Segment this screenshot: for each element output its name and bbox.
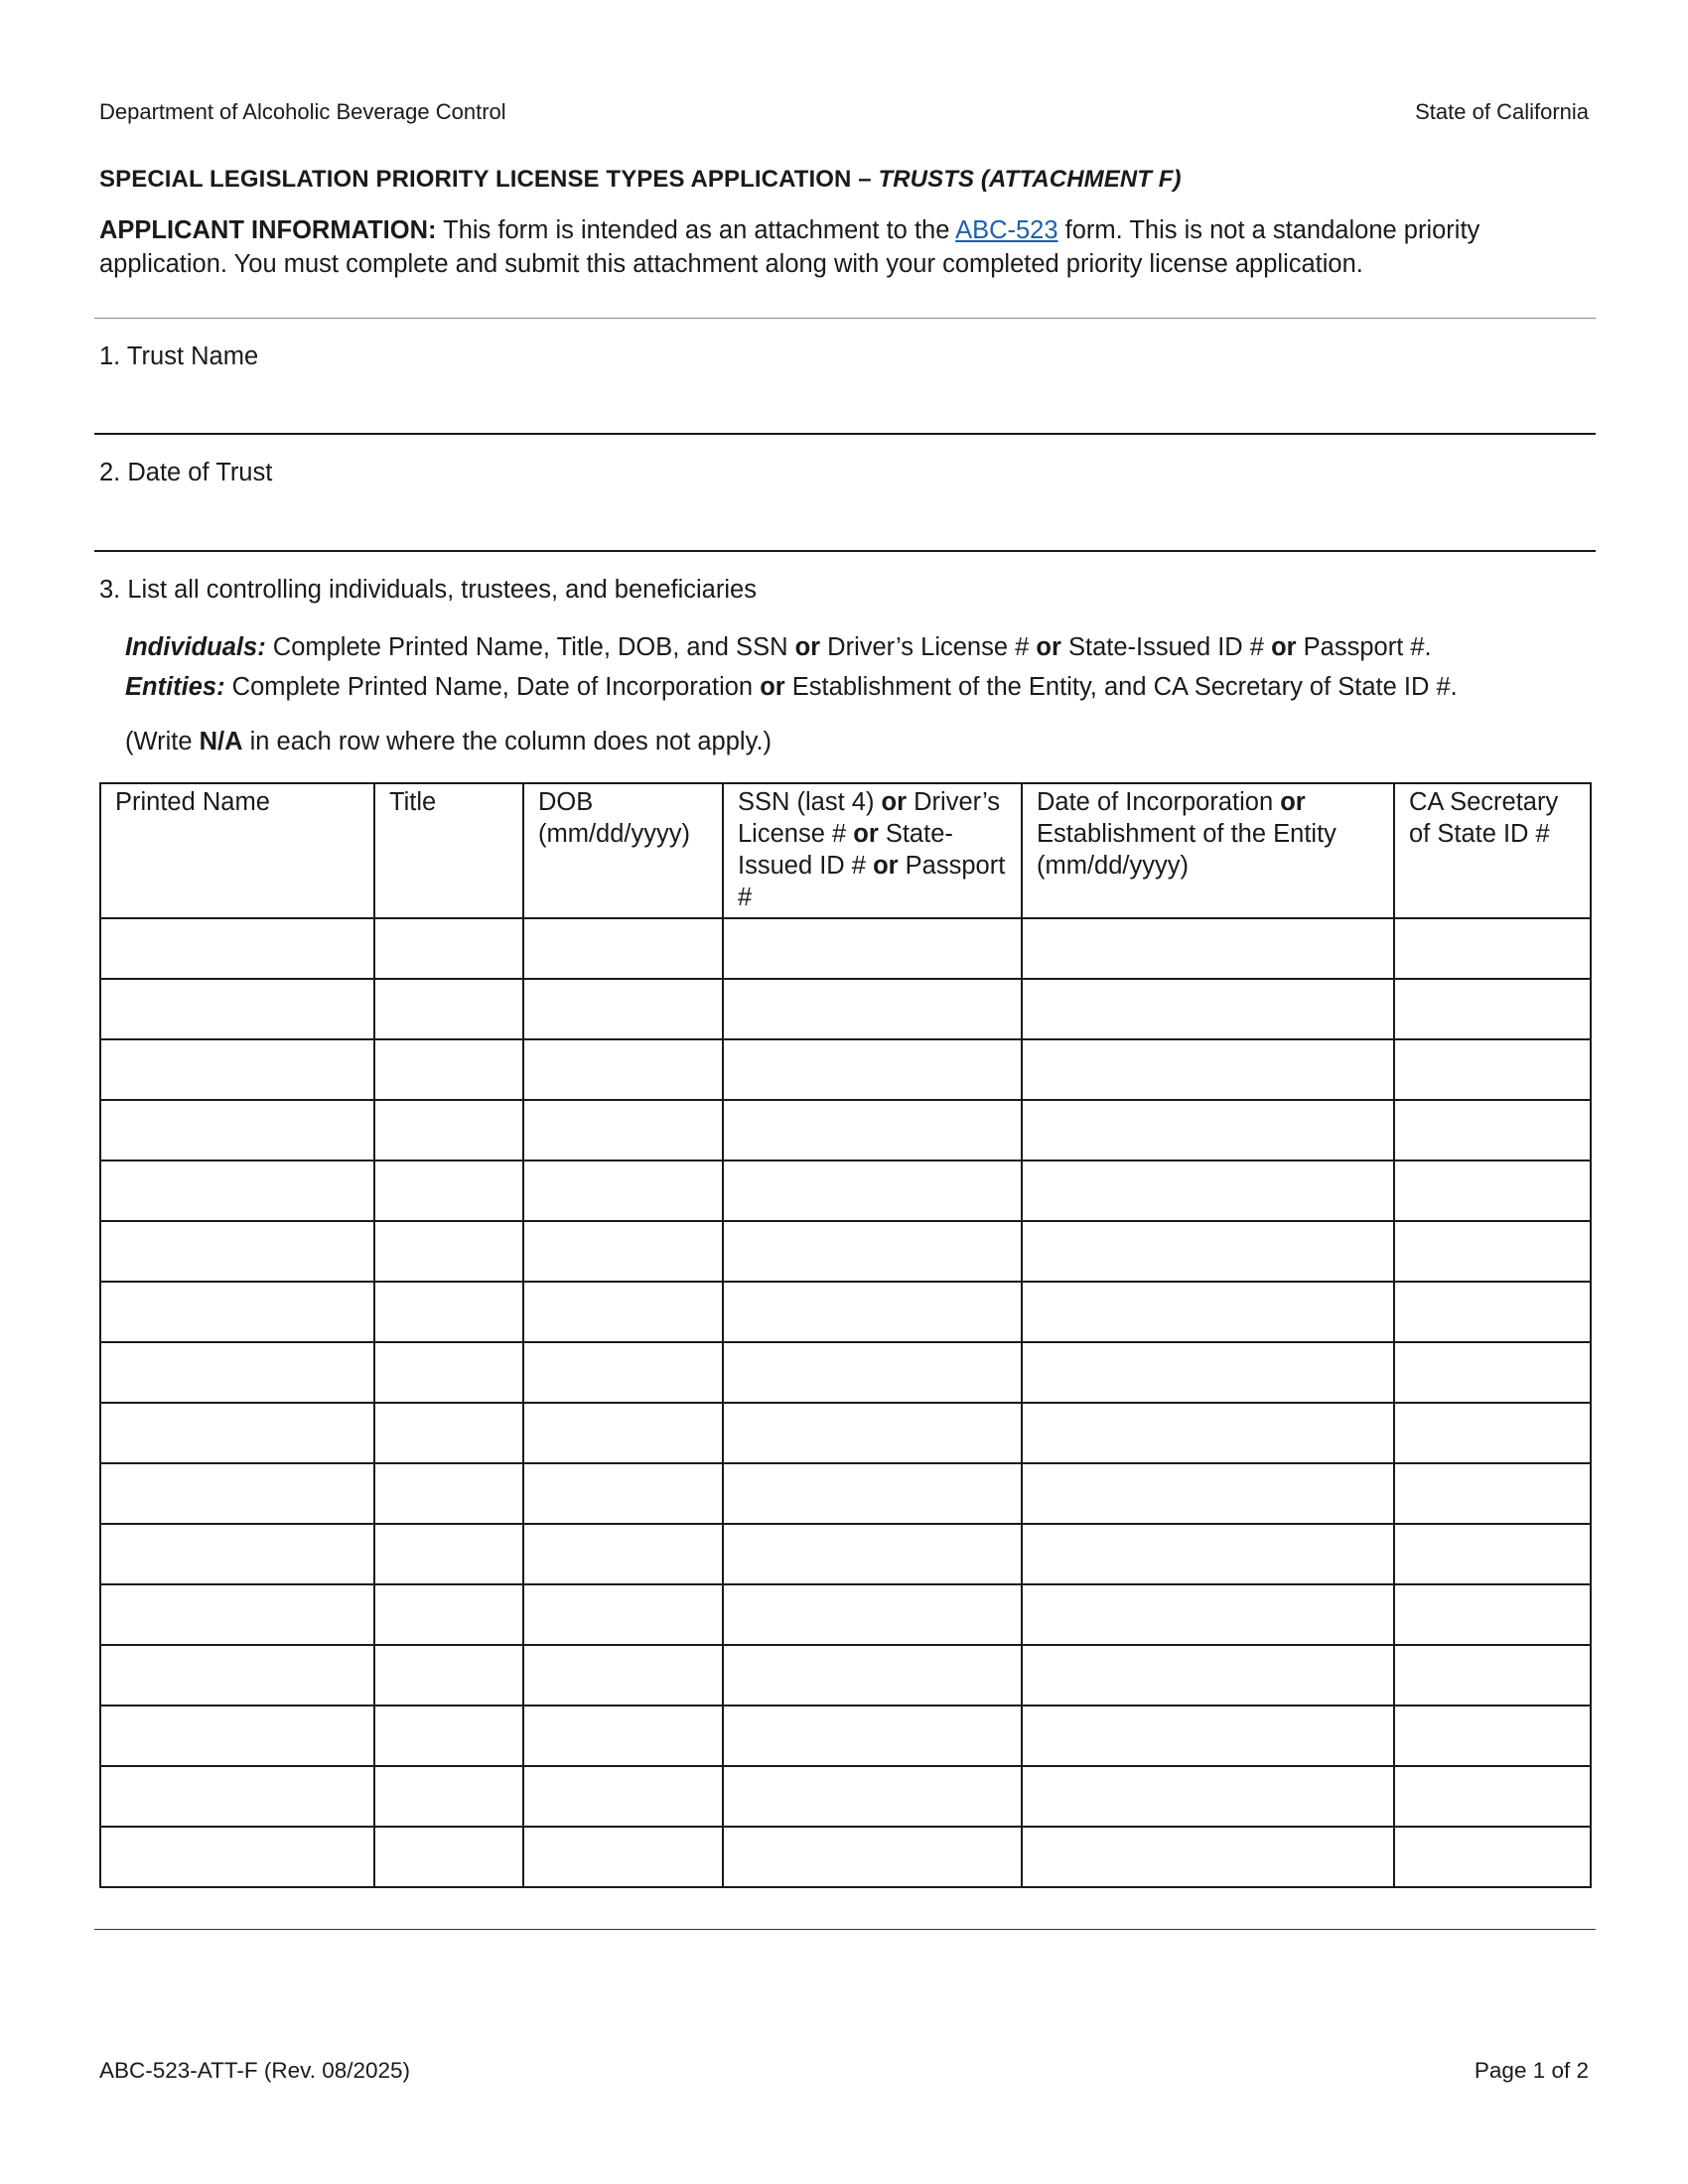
or-text: or (1280, 788, 1306, 816)
table-row (100, 1766, 1591, 1827)
cell-title[interactable] (374, 1645, 523, 1706)
form-title (99, 166, 1182, 194)
cell-dob[interactable] (523, 1827, 723, 1887)
department-name: Department of Alcoholic Beverage Control (99, 99, 506, 124)
cell-sos-id[interactable] (1394, 1221, 1591, 1282)
cell-dob[interactable] (523, 1221, 723, 1282)
cell-dob[interactable] (523, 1766, 723, 1827)
cell-sos-id[interactable] (1394, 1160, 1591, 1221)
cell-printed-name[interactable] (100, 1100, 374, 1160)
or-text: or (873, 852, 899, 880)
cell-id-number[interactable] (723, 1100, 1022, 1160)
cell-printed-name[interactable] (100, 1463, 374, 1524)
cell-id-number[interactable] (723, 1645, 1022, 1706)
entities-label: Entities: (125, 673, 225, 701)
cell-printed-name[interactable] (100, 918, 374, 979)
cell-sos-id[interactable] (1394, 1645, 1591, 1706)
cell-title[interactable] (374, 1100, 523, 1160)
col-incorporation-date (1022, 783, 1394, 918)
instr-text: Complete Printed Name, Title, DOB, and SSN (265, 633, 795, 661)
table-row (100, 979, 1591, 1039)
cell-id-number[interactable] (723, 1584, 1022, 1645)
or-text: or (760, 673, 785, 701)
cell-incorporation-date[interactable] (1022, 1221, 1394, 1282)
col-dob: DOB (mm/dd/yyyy) (523, 783, 723, 918)
or-text: or (853, 820, 879, 848)
cell-sos-id[interactable] (1394, 1706, 1591, 1766)
individuals-instruction (125, 627, 1432, 667)
cell-incorporation-date[interactable] (1022, 1706, 1394, 1766)
table-row (100, 1100, 1591, 1160)
table-row (100, 1160, 1591, 1221)
na-note (125, 728, 772, 756)
individuals-label: Individuals: (125, 633, 266, 661)
table-header-row (100, 783, 1591, 918)
cell-printed-name[interactable] (100, 1039, 374, 1100)
form-title-main: SPECIAL LEGISLATION PRIORITY LICENSE TYPES APPLICATION – (99, 166, 879, 193)
cell-dob[interactable] (523, 979, 723, 1039)
col-text: State-Issued ID # (738, 820, 953, 880)
col-text: Passport # (738, 852, 1006, 911)
table-row (100, 1645, 1591, 1706)
instr-text: Complete Printed Name, Date of Incorporation (224, 673, 761, 701)
cell-title[interactable] (374, 1039, 523, 1100)
cell-id-number[interactable] (723, 1463, 1022, 1524)
cell-id-number[interactable] (723, 1039, 1022, 1100)
cell-id-number[interactable] (723, 1221, 1022, 1282)
cell-incorporation-date[interactable] (1022, 1524, 1394, 1584)
cell-incorporation-date[interactable] (1022, 1403, 1394, 1463)
table-body (100, 918, 1591, 1887)
cell-sos-id[interactable] (1394, 1039, 1591, 1100)
cell-incorporation-date[interactable] (1022, 1584, 1394, 1645)
section-divider (94, 318, 1596, 319)
cell-dob[interactable] (523, 1524, 723, 1584)
cell-title[interactable] (374, 979, 523, 1039)
date-of-trust-label: 2. Date of Trust (99, 459, 273, 486)
cell-printed-name[interactable] (100, 1645, 374, 1706)
cell-sos-id[interactable] (1394, 918, 1591, 979)
cell-printed-name[interactable] (100, 1584, 374, 1645)
cell-incorporation-date[interactable] (1022, 1100, 1394, 1160)
cell-dob[interactable] (523, 1100, 723, 1160)
cell-sos-id[interactable] (1394, 1524, 1591, 1584)
cell-printed-name[interactable] (100, 1282, 374, 1342)
cell-title[interactable] (374, 1766, 523, 1827)
cell-title[interactable] (374, 1221, 523, 1282)
col-text: Date of Incorporation (1037, 788, 1281, 816)
cell-dob[interactable] (523, 1584, 723, 1645)
cell-id-number[interactable] (723, 1342, 1022, 1403)
col-ssn (723, 783, 1022, 918)
cell-dob[interactable] (523, 1160, 723, 1221)
cell-dob[interactable] (523, 1463, 723, 1524)
table-row (100, 1827, 1591, 1887)
cell-title[interactable] (374, 1706, 523, 1766)
col-text: Establishment of the Entity (mm/dd/yyyy) (1037, 820, 1336, 880)
trust-name-field[interactable] (94, 433, 1596, 435)
cell-printed-name[interactable] (100, 1827, 374, 1887)
table-row (100, 1221, 1591, 1282)
cell-id-number[interactable] (723, 1160, 1022, 1221)
cell-sos-id[interactable] (1394, 1766, 1591, 1827)
cell-sos-id[interactable] (1394, 979, 1591, 1039)
instr-text: Passport #. (1296, 633, 1432, 661)
cell-title[interactable] (374, 1463, 523, 1524)
cell-title[interactable] (374, 1160, 523, 1221)
date-of-trust-field[interactable] (94, 550, 1596, 552)
instr-text: State-Issued ID # (1060, 633, 1272, 661)
table-row (100, 1706, 1591, 1766)
table-row (100, 1524, 1591, 1584)
state-name: State of California (1415, 99, 1589, 124)
applicant-information (99, 213, 1599, 281)
table-row (100, 918, 1591, 979)
cell-title[interactable] (374, 1584, 523, 1645)
cell-sos-id[interactable] (1394, 1342, 1591, 1403)
table-row (100, 1403, 1591, 1463)
cell-printed-name[interactable] (100, 1706, 374, 1766)
note-text: (Write (125, 728, 200, 755)
cell-id-number[interactable] (723, 1766, 1022, 1827)
or-text: or (1271, 633, 1297, 661)
cell-id-number[interactable] (723, 1706, 1022, 1766)
cell-sos-id[interactable] (1394, 1100, 1591, 1160)
cell-title[interactable] (374, 1282, 523, 1342)
cell-printed-name[interactable] (100, 1221, 374, 1282)
applicant-info-label: APPLICANT INFORMATION: (99, 216, 437, 244)
cell-dob[interactable] (523, 1282, 723, 1342)
cell-dob[interactable] (523, 1342, 723, 1403)
col-text: Driver’s License # (738, 788, 1001, 848)
cell-dob[interactable] (523, 1403, 723, 1463)
table-row (100, 1282, 1591, 1342)
or-text: or (794, 633, 821, 661)
abc-523-link[interactable]: ABC-523 (955, 216, 1058, 244)
cell-sos-id[interactable] (1394, 1463, 1591, 1524)
cell-id-number[interactable] (723, 1282, 1022, 1342)
table-row (100, 1039, 1591, 1100)
na-text: N/A (199, 728, 243, 755)
cell-title[interactable] (374, 1827, 523, 1887)
col-title: Title (374, 783, 523, 918)
or-text: or (1036, 633, 1061, 661)
cell-incorporation-date[interactable] (1022, 1645, 1394, 1706)
cell-incorporation-date[interactable] (1022, 979, 1394, 1039)
cell-printed-name[interactable] (100, 1524, 374, 1584)
cell-incorporation-date[interactable] (1022, 1342, 1394, 1403)
or-text: or (881, 788, 908, 816)
cell-title[interactable] (374, 1403, 523, 1463)
col-text: SSN (last 4) (738, 788, 882, 816)
note-text: in each row where the column does not apply.) (242, 728, 773, 755)
cell-incorporation-date[interactable] (1022, 1463, 1394, 1524)
cell-sos-id[interactable] (1394, 1584, 1591, 1645)
cell-title[interactable] (374, 918, 523, 979)
cell-id-number[interactable] (723, 1524, 1022, 1584)
cell-sos-id[interactable] (1394, 1827, 1591, 1887)
intro-text-2: form. This is not a standalone priority application. You must complete and submit this attachment along with your completed priority license application. (99, 216, 1480, 278)
cell-dob[interactable] (523, 1645, 723, 1706)
cell-dob[interactable] (523, 918, 723, 979)
cell-incorporation-date[interactable] (1022, 918, 1394, 979)
cell-sos-id[interactable] (1394, 1282, 1591, 1342)
intro-text-1: This form is intended as an attachment to the (436, 216, 956, 244)
cell-printed-name[interactable] (100, 1403, 374, 1463)
controlling-individuals-table (99, 782, 1592, 1888)
instr-text: Establishment of the Entity, and CA Secretary of State ID #. (784, 673, 1458, 701)
cell-id-number[interactable] (723, 979, 1022, 1039)
table-bottom-divider (94, 1929, 1596, 1930)
cell-incorporation-date[interactable] (1022, 1827, 1394, 1887)
entities-instruction (125, 667, 1458, 707)
cell-id-number[interactable] (723, 1827, 1022, 1887)
table-row (100, 1342, 1591, 1403)
list-prompt: 3. List all controlling individuals, trustees, and beneficiaries (99, 576, 757, 604)
cell-printed-name[interactable] (100, 1160, 374, 1221)
table-row (100, 1584, 1591, 1645)
cell-printed-name[interactable] (100, 1342, 374, 1403)
form-id: ABC-523-ATT-F (Rev. 08/2025) (99, 2058, 411, 2083)
cell-id-number[interactable] (723, 1403, 1022, 1463)
table-row (100, 1463, 1591, 1524)
col-printed-name: Printed Name (100, 783, 374, 918)
cell-incorporation-date[interactable] (1022, 1766, 1394, 1827)
cell-printed-name[interactable] (100, 1766, 374, 1827)
cell-printed-name[interactable] (100, 979, 374, 1039)
col-sos-id: CA Secretary of State ID # (1394, 783, 1591, 918)
cell-dob[interactable] (523, 1039, 723, 1100)
trust-name-label: 1. Trust Name (99, 342, 259, 370)
cell-incorporation-date[interactable] (1022, 1282, 1394, 1342)
cell-incorporation-date[interactable] (1022, 1160, 1394, 1221)
instr-text: Driver’s License # (820, 633, 1037, 661)
cell-title[interactable] (374, 1524, 523, 1584)
page-number: Page 1 of 2 (1474, 2058, 1589, 2083)
cell-sos-id[interactable] (1394, 1403, 1591, 1463)
cell-title[interactable] (374, 1342, 523, 1403)
cell-dob[interactable] (523, 1706, 723, 1766)
cell-incorporation-date[interactable] (1022, 1039, 1394, 1100)
form-title-italic: TRUSTS (ATTACHMENT F) (878, 166, 1182, 193)
cell-id-number[interactable] (723, 918, 1022, 979)
